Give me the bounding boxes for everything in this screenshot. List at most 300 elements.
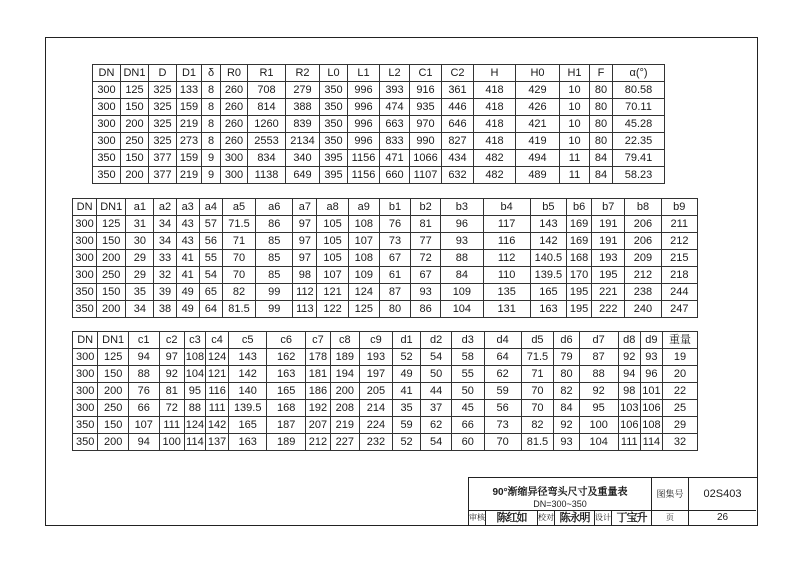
table-cell: 76 [379, 216, 410, 233]
table-cell: 20 [663, 366, 698, 383]
table-cell: 212 [625, 267, 661, 284]
table-cell: 474 [380, 99, 410, 116]
table-cell: 108 [348, 216, 379, 233]
table-cell: 350 [93, 150, 121, 167]
table-cell: 300 [221, 167, 248, 184]
table-cell: 244 [661, 284, 697, 301]
column-header: L2 [380, 65, 410, 82]
table-cell: 70 [484, 434, 521, 451]
table-cell: 191 [592, 216, 625, 233]
table-cell: 108 [184, 349, 205, 366]
table-cell: 70 [222, 267, 255, 284]
table-cell: 1138 [248, 167, 286, 184]
table-cell: 260 [221, 82, 248, 99]
table-cell: 104 [579, 434, 618, 451]
column-header: L1 [348, 65, 380, 82]
column-header: DN1 [97, 199, 126, 216]
table-cell: 169 [567, 216, 592, 233]
table-cell: 70 [521, 400, 554, 417]
table-cell: 827 [442, 133, 474, 150]
table-cell: 71.5 [521, 349, 554, 366]
table-cell: 61 [379, 267, 410, 284]
table-cell: 111 [205, 400, 228, 417]
table-row [73, 400, 698, 417]
table-cell: 111 [159, 417, 184, 434]
table-row [93, 150, 665, 167]
table-cell: 325 [149, 99, 177, 116]
title-block [468, 477, 758, 526]
table-cell: 116 [205, 383, 228, 400]
check-label: 校对 [538, 511, 555, 525]
column-header: c4 [205, 332, 228, 349]
column-header: a8 [317, 199, 348, 216]
table-cell: 482 [474, 167, 516, 184]
table-cell: 300 [73, 400, 98, 417]
table-cell: 35 [392, 400, 421, 417]
table-cell: 300 [73, 216, 97, 233]
table-cell: 66 [128, 400, 159, 417]
atlas-number: 02S403 [689, 478, 756, 511]
table-cell: 99 [256, 301, 293, 318]
table-cell: 300 [73, 267, 97, 284]
table-cell: 238 [625, 284, 661, 301]
column-header: a2 [154, 199, 176, 216]
table-cell: 489 [516, 167, 560, 184]
column-header: DN [73, 199, 97, 216]
table-row [73, 349, 698, 366]
table-cell: 114 [640, 434, 662, 451]
column-header: d6 [554, 332, 579, 349]
table-cell: 85 [256, 233, 293, 250]
table-cell: 240 [625, 301, 661, 318]
table-cell: 163 [267, 366, 306, 383]
table-cell: 100 [579, 417, 618, 434]
design-label: 设计 [595, 511, 612, 525]
table-cell: 189 [330, 349, 360, 366]
table-cell: 80.58 [613, 82, 665, 99]
table-cell: 80 [590, 133, 613, 150]
column-header: d3 [451, 332, 484, 349]
table-cell: 52 [392, 434, 421, 451]
table-cell: 150 [121, 150, 149, 167]
table-cell: 84 [590, 167, 613, 184]
table-cell: 71 [521, 366, 554, 383]
table-cell: 325 [149, 133, 177, 150]
table-cell: 814 [248, 99, 286, 116]
column-header: b8 [625, 199, 661, 216]
table-row [73, 233, 698, 250]
table-cell: 350 [73, 284, 97, 301]
table-cell: 92 [618, 349, 640, 366]
drawing-title: 90°渐缩异径弯头尺寸及重量表 [492, 487, 628, 498]
column-header: F [590, 65, 613, 82]
table-cell: 72 [159, 400, 184, 417]
table-cell: 150 [98, 417, 129, 434]
column-header: a1 [126, 199, 154, 216]
table-cell: 110 [483, 267, 530, 284]
table-cell: 168 [267, 400, 306, 417]
column-header: R2 [286, 65, 320, 82]
table-cell: 250 [97, 267, 126, 284]
column-header: d7 [579, 332, 618, 349]
column-header: b7 [592, 199, 625, 216]
table-cell: 970 [410, 116, 442, 133]
table-cell: 388 [286, 99, 320, 116]
table-cell: 25 [663, 400, 698, 417]
table-cell: 996 [348, 116, 380, 133]
table-cell: 350 [320, 82, 348, 99]
table-cell: 300 [93, 82, 121, 99]
table-cell: 41 [176, 250, 199, 267]
table-cell: 125 [98, 349, 129, 366]
table-cell: 663 [380, 116, 410, 133]
atlas-label: 图集号 [652, 478, 689, 511]
column-header: b3 [441, 199, 483, 216]
table-cell: 29 [126, 250, 154, 267]
table-cell: 93 [441, 233, 483, 250]
table-cell: 22 [663, 383, 698, 400]
table-cell: 212 [306, 434, 330, 451]
table-cell: 300 [73, 233, 97, 250]
table-cell: 418 [474, 82, 516, 99]
table-cell: 106 [640, 400, 662, 417]
table-cell: 395 [320, 167, 348, 184]
table-cell: 52 [392, 349, 421, 366]
table-cell: 1066 [410, 150, 442, 167]
table-cell: 62 [484, 366, 521, 383]
column-header: d5 [521, 332, 554, 349]
table-cell: 109 [348, 267, 379, 284]
table-cell: 833 [380, 133, 410, 150]
table-cell: 112 [483, 250, 530, 267]
table-cell: 72 [411, 250, 441, 267]
table-cell: 996 [348, 133, 380, 150]
table-cell: 193 [592, 250, 625, 267]
table-cell: 189 [267, 434, 306, 451]
table-cell: 222 [592, 301, 625, 318]
table-cell: 11 [560, 167, 590, 184]
dimension-table-1 [92, 64, 665, 184]
table-cell: 64 [484, 349, 521, 366]
table-cell: 49 [176, 284, 199, 301]
table-cell: 300 [93, 99, 121, 116]
table-cell: 58.23 [613, 167, 665, 184]
table-cell: 178 [306, 349, 330, 366]
table-row [73, 301, 698, 318]
table-cell: 96 [441, 216, 483, 233]
table-cell: 1107 [410, 167, 442, 184]
table-cell: 247 [661, 301, 697, 318]
table-cell: 482 [474, 150, 516, 167]
table-cell: 418 [474, 133, 516, 150]
table-cell: 2134 [286, 133, 320, 150]
table-cell: 300 [221, 150, 248, 167]
table-cell: 9 [202, 150, 221, 167]
column-header: d4 [484, 332, 521, 349]
table-cell: 139.5 [530, 267, 566, 284]
column-header: D1 [177, 65, 202, 82]
dimension-table-3 [72, 331, 698, 451]
table-cell: 10 [560, 99, 590, 116]
table-cell: 33 [154, 250, 176, 267]
table-cell: 195 [592, 267, 625, 284]
table-cell: 97 [159, 349, 184, 366]
table-cell: 65 [199, 284, 222, 301]
table-cell: 39 [154, 284, 176, 301]
table-cell: 124 [205, 349, 228, 366]
column-header: a4 [199, 199, 222, 216]
column-header: δ [202, 65, 221, 82]
table-cell: 124 [184, 417, 205, 434]
table-cell: 101 [640, 383, 662, 400]
table-cell: 186 [306, 383, 330, 400]
table-cell: 58 [451, 349, 484, 366]
table-cell: 10 [560, 82, 590, 99]
table-cell: 84 [554, 400, 579, 417]
table-cell: 121 [205, 366, 228, 383]
table-cell: 112 [293, 284, 317, 301]
table-cell: 206 [625, 233, 661, 250]
table-cell: 121 [317, 284, 348, 301]
table-cell: 80 [379, 301, 410, 318]
table-cell: 80 [590, 99, 613, 116]
table-cell: 105 [317, 233, 348, 250]
table-row [73, 417, 698, 434]
table-row [93, 82, 665, 99]
table-cell: 97 [293, 216, 317, 233]
table-row [73, 284, 698, 301]
table-cell: 193 [360, 349, 393, 366]
table-cell: 350 [320, 99, 348, 116]
table-cell: 49 [392, 366, 421, 383]
table-cell: 88 [579, 366, 618, 383]
table-cell: 446 [442, 99, 474, 116]
column-header: DN1 [98, 332, 129, 349]
column-header: a9 [348, 199, 379, 216]
table-cell: 197 [360, 366, 393, 383]
table-cell: 43 [176, 216, 199, 233]
table-cell: 260 [221, 116, 248, 133]
table-cell: 165 [229, 417, 267, 434]
column-header: c6 [267, 332, 306, 349]
table-cell: 80 [590, 116, 613, 133]
page-number: 26 [716, 512, 729, 523]
drawing-subtitle: DN=300~350 [533, 499, 587, 509]
table-cell: 86 [256, 216, 293, 233]
table-cell: 232 [360, 434, 393, 451]
table-cell: 99 [256, 284, 293, 301]
table-cell: 67 [379, 250, 410, 267]
table-cell: 79.41 [613, 150, 665, 167]
table-cell: 150 [121, 99, 149, 116]
column-header: α(°) [613, 65, 665, 82]
table-cell: 200 [121, 167, 149, 184]
table-cell: 107 [128, 417, 159, 434]
table-cell: 212 [661, 233, 697, 250]
table-cell: 57 [199, 216, 222, 233]
table-cell: 916 [410, 82, 442, 99]
table-cell: 85 [256, 250, 293, 267]
table-cell: 93 [640, 349, 662, 366]
table-cell: 109 [441, 284, 483, 301]
column-header: d8 [618, 332, 640, 349]
table-cell: 163 [229, 434, 267, 451]
table-cell: 88 [128, 366, 159, 383]
table-cell: 839 [286, 116, 320, 133]
table-cell: 150 [98, 366, 129, 383]
table-cell: 140 [229, 383, 267, 400]
column-header: a7 [293, 199, 317, 216]
table-cell: 41 [176, 267, 199, 284]
table-cell: 137 [205, 434, 228, 451]
table-cell: 64 [199, 301, 222, 318]
table-cell: 106 [618, 417, 640, 434]
table-cell: 98 [618, 383, 640, 400]
table-cell: 990 [410, 133, 442, 150]
table-cell: 81 [411, 216, 441, 233]
table-cell: 150 [97, 284, 126, 301]
table-cell: 279 [286, 82, 320, 99]
table-cell: 88 [441, 250, 483, 267]
table-cell: 34 [126, 301, 154, 318]
table-cell: 187 [267, 417, 306, 434]
table-cell: 834 [248, 150, 286, 167]
table-cell: 208 [330, 400, 360, 417]
table-cell: 211 [661, 216, 697, 233]
table-cell: 340 [286, 150, 320, 167]
table-cell: 140.5 [530, 250, 566, 267]
table-cell: 122 [317, 301, 348, 318]
column-header: b2 [411, 199, 441, 216]
table-cell: 350 [93, 167, 121, 184]
table-cell: 81.5 [521, 434, 554, 451]
table-cell: 116 [483, 233, 530, 250]
table-cell: 8 [202, 82, 221, 99]
table-row [73, 216, 698, 233]
table-cell: 11 [560, 150, 590, 167]
table-cell: 377 [149, 167, 177, 184]
column-header: C1 [410, 65, 442, 82]
table-cell: 8 [202, 116, 221, 133]
table-cell: 200 [98, 383, 129, 400]
table-cell: 71.5 [222, 216, 255, 233]
table-cell: 200 [97, 301, 126, 318]
table-cell: 708 [248, 82, 286, 99]
table-cell: 84 [590, 150, 613, 167]
table-cell: 76 [128, 383, 159, 400]
table-cell: 111 [618, 434, 640, 451]
table-cell: 45.28 [613, 116, 665, 133]
column-header: DN [93, 65, 121, 82]
table-cell: 325 [149, 82, 177, 99]
table-cell: 56 [199, 233, 222, 250]
table-cell: 86 [411, 301, 441, 318]
column-header: d9 [640, 332, 662, 349]
table-row [73, 250, 698, 267]
review-signature: 陈红如 [486, 511, 538, 525]
table-cell: 84 [441, 267, 483, 284]
table-cell: 55 [199, 250, 222, 267]
table-cell: 37 [421, 400, 452, 417]
column-header: D [149, 65, 177, 82]
table-cell: 54 [199, 267, 222, 284]
table-row [93, 167, 665, 184]
review-label: 审核 [469, 511, 486, 525]
table-row [73, 366, 698, 383]
column-header: b1 [379, 199, 410, 216]
table-cell: 97 [293, 250, 317, 267]
table-cell: 49 [176, 301, 199, 318]
table-cell: 260 [221, 99, 248, 116]
table-cell: 31 [126, 216, 154, 233]
table-cell: 93 [411, 284, 441, 301]
table-cell: 426 [516, 99, 560, 116]
table-cell: 108 [640, 417, 662, 434]
table-cell: 107 [317, 267, 348, 284]
table-cell: 200 [121, 116, 149, 133]
table-cell: 350 [73, 301, 97, 318]
column-header: b9 [661, 199, 697, 216]
column-header: R1 [248, 65, 286, 82]
table-cell: 273 [177, 133, 202, 150]
table-cell: 96 [640, 366, 662, 383]
table-cell: 660 [380, 167, 410, 184]
table-cell: 103 [618, 400, 640, 417]
table-cell: 62 [421, 417, 452, 434]
table-cell: 94 [128, 434, 159, 451]
table-cell: 45 [451, 400, 484, 417]
table-cell: 131 [483, 301, 530, 318]
table-cell: 73 [379, 233, 410, 250]
table-cell: 70 [222, 250, 255, 267]
table-cell: 87 [579, 349, 618, 366]
table-cell: 93 [554, 434, 579, 451]
table-cell: 124 [348, 284, 379, 301]
table-cell: 143 [229, 349, 267, 366]
table-cell: 142 [530, 233, 566, 250]
table-cell: 88 [184, 400, 205, 417]
column-header: C2 [442, 65, 474, 82]
table-row [73, 267, 698, 284]
check-signature: 陈永明 [555, 511, 595, 525]
table-cell: 471 [380, 150, 410, 167]
table-cell: 105 [317, 250, 348, 267]
table-cell: 221 [592, 284, 625, 301]
table-cell: 54 [421, 349, 452, 366]
table-cell: 227 [330, 434, 360, 451]
table-cell: 95 [184, 383, 205, 400]
column-header: H0 [516, 65, 560, 82]
table-cell: 104 [441, 301, 483, 318]
table-cell: 41 [392, 383, 421, 400]
table-cell: 97 [293, 233, 317, 250]
table-cell: 350 [73, 417, 98, 434]
table-cell: 87 [379, 284, 410, 301]
table-cell: 207 [306, 417, 330, 434]
title-cell [469, 478, 652, 511]
table-cell: 32 [663, 434, 698, 451]
table-cell: 2553 [248, 133, 286, 150]
table-cell: 350 [73, 434, 98, 451]
table-row [73, 434, 698, 451]
table-cell: 250 [98, 400, 129, 417]
table-cell: 200 [98, 434, 129, 451]
table-cell: 429 [516, 82, 560, 99]
table-cell: 219 [330, 417, 360, 434]
table-cell: 50 [451, 383, 484, 400]
table-cell: 194 [330, 366, 360, 383]
table-cell: 73 [484, 417, 521, 434]
